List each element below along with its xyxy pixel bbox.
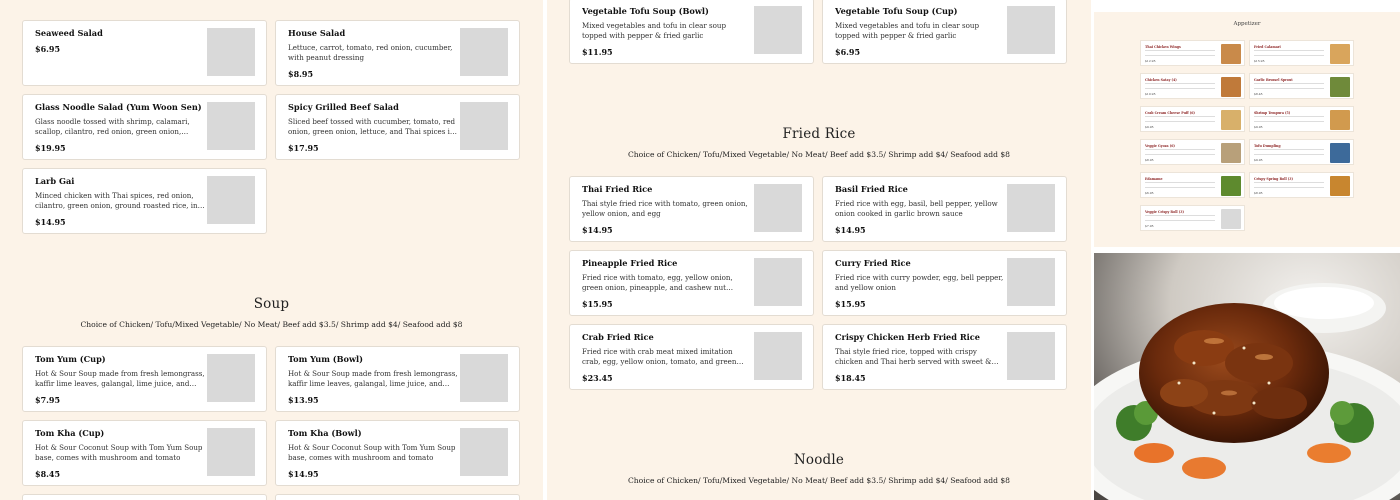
preview-item-price: $9.95 bbox=[1145, 125, 1154, 129]
preview-item-image bbox=[1330, 176, 1350, 196]
menu-item-card[interactable] bbox=[822, 250, 1067, 316]
item-price: $23.45 bbox=[582, 373, 613, 383]
preview-item-card bbox=[1140, 40, 1245, 66]
item-image-placeholder bbox=[207, 428, 255, 476]
preview-item-name: Veggie Gyoza (6) bbox=[1145, 144, 1175, 148]
item-description: Glass noodle tossed with shrimp, calamari, scallop, cilantro, red onion, green onion, bbox=[35, 117, 190, 136]
item-image-placeholder bbox=[1007, 184, 1055, 232]
preview-item-image bbox=[1221, 176, 1241, 196]
preview-item-name: Chicken Satay (4) bbox=[1145, 78, 1177, 82]
menu-item-card[interactable] bbox=[22, 94, 267, 160]
item-price: $8.95 bbox=[288, 69, 314, 79]
preview-item-price: $8.95 bbox=[1254, 191, 1263, 195]
preview-item-card bbox=[1249, 73, 1354, 99]
menu-panel-middle bbox=[547, 0, 1091, 500]
preview-item-card bbox=[1249, 40, 1354, 66]
item-image-placeholder bbox=[1007, 258, 1055, 306]
item-description: Mixed vegetables and tofu in clear soup topped with pepper & fried garlic bbox=[835, 21, 980, 40]
menu-item-card[interactable] bbox=[822, 0, 1067, 64]
item-description: Fried rice with curry powder, egg, bell pepper, and yellow onion bbox=[835, 273, 1004, 292]
item-description: Thai style fried rice, topped with crispy chicken and Thai herb served with sweet & bbox=[835, 347, 992, 366]
preview-item-price: $12.95 bbox=[1145, 59, 1156, 63]
item-price: $7.95 bbox=[35, 395, 61, 405]
preview-item-name: Edamame bbox=[1145, 177, 1163, 181]
item-image-placeholder bbox=[754, 332, 802, 380]
item-name: Thai Fried Rice bbox=[582, 184, 653, 194]
preview-item-desc-lines bbox=[1254, 50, 1324, 56]
preview-item-card bbox=[1249, 139, 1354, 165]
item-name: Tom Kha (Bowl) bbox=[288, 428, 362, 438]
preview-item-name: Crab Cream Cheese Puff (6) bbox=[1145, 111, 1195, 115]
item-image-placeholder bbox=[1007, 332, 1055, 380]
section-subtitle-noodle: Choice of Chicken/ Tofu/Mixed Vegetable/ No Meat/ Beef add $3.5/ Shrimp add $4/ Seafood add $8 bbox=[627, 476, 1011, 485]
preview-section-title: Appetizer bbox=[1233, 21, 1261, 27]
preview-item-price: $8.95 bbox=[1145, 158, 1154, 162]
item-name: Seaweed Salad bbox=[35, 28, 103, 38]
menu-item-card[interactable] bbox=[22, 168, 267, 234]
menu-preview-thumbnail[interactable] bbox=[1094, 12, 1400, 247]
item-image-placeholder bbox=[207, 354, 255, 402]
item-name: Curry Fried Rice bbox=[835, 258, 911, 268]
item-price: $13.95 bbox=[288, 395, 319, 405]
item-price: $18.45 bbox=[835, 373, 866, 383]
item-price: $15.95 bbox=[582, 299, 613, 309]
preview-item-desc-lines bbox=[1145, 182, 1215, 188]
preview-item-price: $15.95 bbox=[1254, 59, 1265, 63]
preview-item-price: $8.45 bbox=[1254, 92, 1263, 96]
item-name: House Salad bbox=[288, 28, 346, 38]
item-description: Lettuce, carrot, tomato, red onion, cucumber, with peanut dressing bbox=[288, 43, 453, 62]
preview-item-price: $7.95 bbox=[1145, 224, 1154, 228]
item-description: Hot & Sour Coconut Soup with Tom Yum Soup base, comes with mushroom and tomato bbox=[288, 443, 456, 462]
item-description: Hot & Sour Soup made from fresh lemongrass, kaffir lime leaves, galangal, lime juice, and bbox=[35, 369, 205, 388]
section-title-fried-rice: Fried Rice bbox=[782, 126, 856, 142]
item-name: Crab Fried Rice bbox=[582, 332, 654, 342]
media-panel-right bbox=[1094, 0, 1400, 500]
item-price: $17.95 bbox=[288, 143, 319, 153]
item-description: Minced chicken with Thai spices, red onion, cilantro, green onion, ground roasted rice, in bbox=[35, 191, 198, 210]
preview-item-image bbox=[1221, 143, 1241, 163]
item-description: Thai style fried rice with tomato, green onion, yellow onion, and egg bbox=[582, 199, 748, 218]
item-price: $19.95 bbox=[35, 143, 66, 153]
item-image-placeholder bbox=[754, 258, 802, 306]
menu-item-card[interactable] bbox=[275, 94, 520, 160]
preview-item-price: $10.95 bbox=[1145, 92, 1156, 96]
item-price: $14.95 bbox=[582, 225, 613, 235]
item-description: Fried rice with tomato, egg, yellow onion, green onion, pineapple, and cashew nut bbox=[582, 273, 733, 292]
section-subtitle-soup: Choice of Chicken/ Tofu/Mixed Vegetable/ No Meat/ Beef add $3.5/ Shrimp add $4/ Seafood add $8 bbox=[80, 320, 463, 329]
item-description: Fried rice with crab meat mixed imitation crab, egg, yellow onion, tomato, and green bbox=[582, 347, 737, 366]
item-name: Larb Gai bbox=[35, 176, 75, 186]
menu-item-card[interactable] bbox=[275, 494, 520, 500]
preview-item-card bbox=[1249, 106, 1354, 132]
food-photo bbox=[1094, 253, 1400, 500]
menu-item-card[interactable] bbox=[822, 176, 1067, 242]
item-price: $6.95 bbox=[35, 44, 61, 54]
item-price: $14.95 bbox=[835, 225, 866, 235]
preview-item-desc-lines bbox=[1145, 215, 1215, 221]
menu-item-card[interactable] bbox=[569, 0, 814, 64]
preview-item-name: Shrimp Tempura (5) bbox=[1254, 111, 1291, 115]
menu-item-card[interactable] bbox=[275, 420, 520, 486]
preview-item-card bbox=[1140, 139, 1245, 165]
item-description: Hot & Sour Coconut Soup with Tom Yum Soup base, comes with mushroom and tomato bbox=[35, 443, 203, 462]
preview-item-price: $6.95 bbox=[1145, 191, 1154, 195]
preview-item-name: Fried Calamari bbox=[1254, 45, 1281, 49]
item-name: Glass Noodle Salad (Yum Woon Sen) bbox=[35, 102, 202, 112]
item-image-placeholder bbox=[1007, 6, 1055, 54]
section-title-soup: Soup bbox=[253, 296, 290, 312]
preview-item-desc-lines bbox=[1254, 83, 1324, 89]
item-name: Pineapple Fried Rice bbox=[582, 258, 678, 268]
preview-item-image bbox=[1221, 77, 1241, 97]
preview-item-card bbox=[1140, 172, 1245, 198]
orange-chicken-photo bbox=[1094, 253, 1400, 500]
item-name: Basil Fried Rice bbox=[835, 184, 908, 194]
item-name: Tom Kha (Cup) bbox=[35, 428, 105, 438]
preview-item-name: Garlic Brussel Sprout bbox=[1254, 78, 1293, 82]
item-name: Vegetable Tofu Soup (Cup) bbox=[835, 6, 958, 16]
item-name: Tom Yum (Bowl) bbox=[288, 354, 364, 364]
item-image-placeholder bbox=[754, 184, 802, 232]
preview-item-card bbox=[1140, 106, 1245, 132]
item-name: Spicy Grilled Beef Salad bbox=[288, 102, 399, 112]
menu-item-card[interactable] bbox=[275, 20, 520, 86]
section-subtitle-fried-rice: Choice of Chicken/ Tofu/Mixed Vegetable/ No Meat/ Beef add $3.5/ Shrimp add $4/ Seafood add $8 bbox=[627, 150, 1011, 159]
menu-item-card[interactable] bbox=[569, 176, 814, 242]
preview-item-name: Veggie Crispy Roll (3) bbox=[1145, 210, 1184, 214]
item-name: Tom Yum (Cup) bbox=[35, 354, 106, 364]
item-price: $14.95 bbox=[35, 217, 66, 227]
preview-item-card bbox=[1140, 73, 1245, 99]
menu-item-card[interactable] bbox=[569, 324, 814, 390]
preview-item-image bbox=[1221, 110, 1241, 130]
item-image-placeholder bbox=[207, 176, 255, 224]
item-price: $6.95 bbox=[835, 47, 861, 57]
preview-item-name: Tofu Dumpling bbox=[1254, 144, 1281, 148]
menu-item-card[interactable] bbox=[22, 20, 267, 86]
preview-item-name: Crispy Spring Roll (3) bbox=[1254, 177, 1294, 181]
item-image-placeholder bbox=[460, 354, 508, 402]
preview-item-image bbox=[1221, 44, 1241, 64]
preview-item-desc-lines bbox=[1145, 149, 1215, 155]
item-image-placeholder bbox=[207, 102, 255, 150]
menu-item-card[interactable] bbox=[22, 494, 267, 500]
preview-item-desc-lines bbox=[1145, 50, 1215, 56]
preview-item-image bbox=[1330, 44, 1350, 64]
item-image-placeholder bbox=[460, 28, 508, 76]
preview-item-desc-lines bbox=[1145, 83, 1215, 89]
preview-item-image bbox=[1330, 77, 1350, 97]
item-description: Hot & Sour Soup made from fresh lemongrass, kaffir lime leaves, galangal, lime juice, and bbox=[288, 369, 458, 388]
preview-item-card bbox=[1249, 172, 1354, 198]
preview-item-desc-lines bbox=[1145, 116, 1215, 122]
preview-item-image bbox=[1330, 110, 1350, 130]
preview-item-card bbox=[1140, 205, 1245, 231]
item-image-placeholder bbox=[754, 6, 802, 54]
menu-item-card[interactable] bbox=[275, 346, 520, 412]
item-image-placeholder bbox=[207, 28, 255, 76]
item-name: Vegetable Tofu Soup (Bowl) bbox=[582, 6, 709, 16]
preview-item-desc-lines bbox=[1254, 116, 1324, 122]
preview-item-image bbox=[1330, 143, 1350, 163]
item-price: $8.45 bbox=[35, 469, 61, 479]
menu-item-card[interactable] bbox=[569, 250, 814, 316]
preview-item-desc-lines bbox=[1254, 182, 1324, 188]
preview-item-name: Thai Chicken Wings bbox=[1145, 45, 1181, 49]
item-description: Mixed vegetables and tofu in clear soup topped with pepper & fried garlic bbox=[582, 21, 727, 40]
menu-panel-left bbox=[0, 0, 543, 500]
preview-item-price: $9.95 bbox=[1254, 158, 1263, 162]
section-title-noodle: Noodle bbox=[793, 452, 845, 468]
menu-item-card[interactable] bbox=[22, 420, 267, 486]
menu-item-card[interactable] bbox=[22, 346, 267, 412]
item-image-placeholder bbox=[460, 102, 508, 150]
item-description: Fried rice with egg, basil, bell pepper, yellow onion cooked in garlic brown sauce bbox=[835, 199, 998, 218]
item-name: Crispy Chicken Herb Fried Rice bbox=[835, 332, 980, 342]
item-description: Sliced beef tossed with cucumber, tomato, red onion, green onion, lettuce, and Thai spices in bbox=[288, 117, 456, 136]
item-price: $14.95 bbox=[288, 469, 319, 479]
preview-item-image bbox=[1221, 209, 1241, 229]
menu-item-card[interactable] bbox=[822, 324, 1067, 390]
item-price: $15.95 bbox=[835, 299, 866, 309]
item-image-placeholder bbox=[460, 428, 508, 476]
item-price: $11.95 bbox=[582, 47, 613, 57]
preview-item-desc-lines bbox=[1254, 149, 1324, 155]
preview-item-price: $9.95 bbox=[1254, 125, 1263, 129]
